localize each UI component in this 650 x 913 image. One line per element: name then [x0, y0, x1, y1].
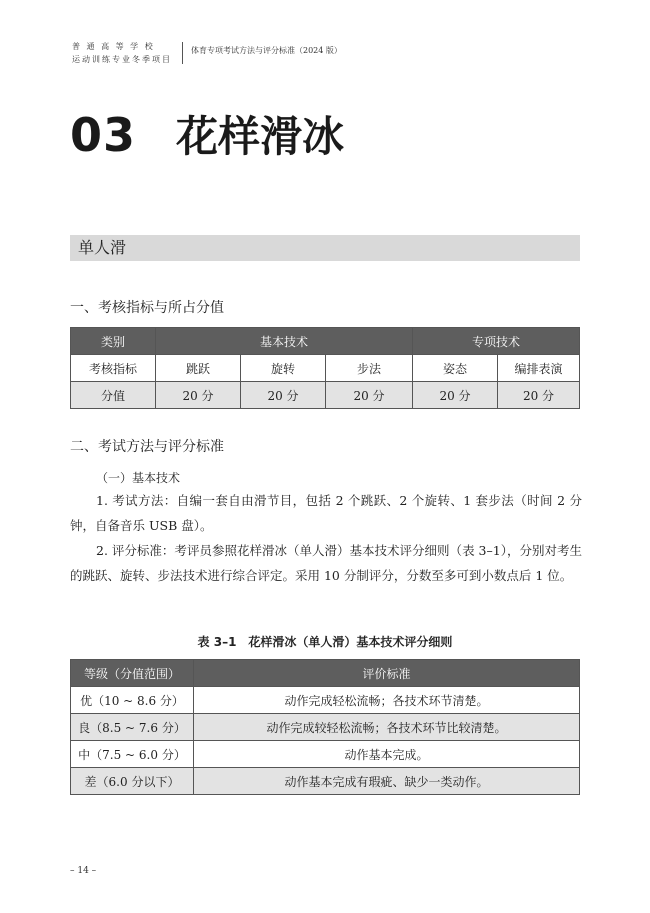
table-cell: 中（7.5 ~ 6.0 分）	[71, 741, 194, 768]
table-cell: 编排表演	[498, 355, 580, 382]
table-header-cell: 评价标准	[194, 660, 580, 687]
table-caption: 表 3–1 花样滑冰（单人滑）基本技术评分细则	[197, 635, 453, 649]
table-row	[71, 741, 580, 768]
table-row	[71, 714, 580, 741]
table-cell: 动作基本完成有瑕疵、缺少一类动作。	[194, 768, 580, 795]
header-series-line2: 运动训练专业冬季项目	[72, 55, 172, 64]
header-series-line1: 普 通 高 等 学 校	[72, 42, 155, 51]
header-divider	[182, 42, 183, 64]
paragraph-exam-method: 1. 考试方法：自编一套自由滑节目，包括 2 个跳跃、2 个旋转、1 套步法（时间 2 分钟，自备音乐 USB 盘）。	[70, 493, 582, 533]
running-header	[72, 40, 342, 66]
table-cell: 优（10 ~ 8.6 分）	[71, 687, 194, 714]
table-cell: 步法	[326, 355, 413, 382]
part2-heading: 二、考试方法与评分标准	[70, 439, 224, 455]
table-cell: 良（8.5 ~ 7.6 分）	[71, 714, 194, 741]
table-header-row	[71, 328, 580, 355]
section-title: 单人滑	[70, 235, 580, 261]
table-cell: 20 分	[156, 382, 241, 409]
header-book-title: 体育专项考试方法与评分标准（2024 版）	[191, 46, 342, 55]
table-cell: 20 分	[326, 382, 413, 409]
table-header-row	[71, 660, 580, 687]
sub-heading: （一）基本技术	[96, 471, 181, 485]
table-header-cell: 等级（分值范围）	[71, 660, 194, 687]
table-cell: 动作完成较轻松流畅；各技术环节比较清楚。	[194, 714, 580, 741]
table-header-cell: 基本技术	[156, 328, 413, 355]
table-cell: 20 分	[241, 382, 326, 409]
table-cell: 动作基本完成。	[194, 741, 580, 768]
table-header-cell: 专项技术	[413, 328, 580, 355]
table-cell: 20 分	[413, 382, 498, 409]
table-cell: 差（6.0 分以下）	[71, 768, 194, 795]
table-cell: 跳跃	[156, 355, 241, 382]
table-cell: 分值	[71, 382, 156, 409]
table-row	[71, 768, 580, 795]
page-number: – 14 –	[70, 866, 97, 876]
scoring-detail-table	[70, 659, 580, 795]
chapter-number: 03	[70, 108, 137, 162]
table-header-cell: 类别	[71, 328, 156, 355]
part1-heading: 一、考核指标与所占分值	[70, 300, 224, 316]
table-row	[71, 355, 580, 382]
chapter-title: 花样滑冰	[176, 112, 345, 161]
table-cell: 姿态	[413, 355, 498, 382]
table-row	[71, 687, 580, 714]
table-cell: 旋转	[241, 355, 326, 382]
table-cell: 考核指标	[71, 355, 156, 382]
chapter-heading	[70, 104, 344, 164]
table-cell: 20 分	[498, 382, 580, 409]
table-cell: 动作完成轻松流畅；各技术环节清楚。	[194, 687, 580, 714]
score-allocation-table	[70, 327, 580, 409]
table-row	[71, 382, 580, 409]
paragraph-scoring-standard: 2. 评分标准：考评员参照花样滑冰（单人滑）基本技术评分细则（表 3–1），分别对考生的跳跃、旋转、步法技术进行综合评定。采用 10 分制评分，分数至多可到小数点后 1 位。	[70, 543, 582, 583]
header-series	[72, 40, 172, 66]
